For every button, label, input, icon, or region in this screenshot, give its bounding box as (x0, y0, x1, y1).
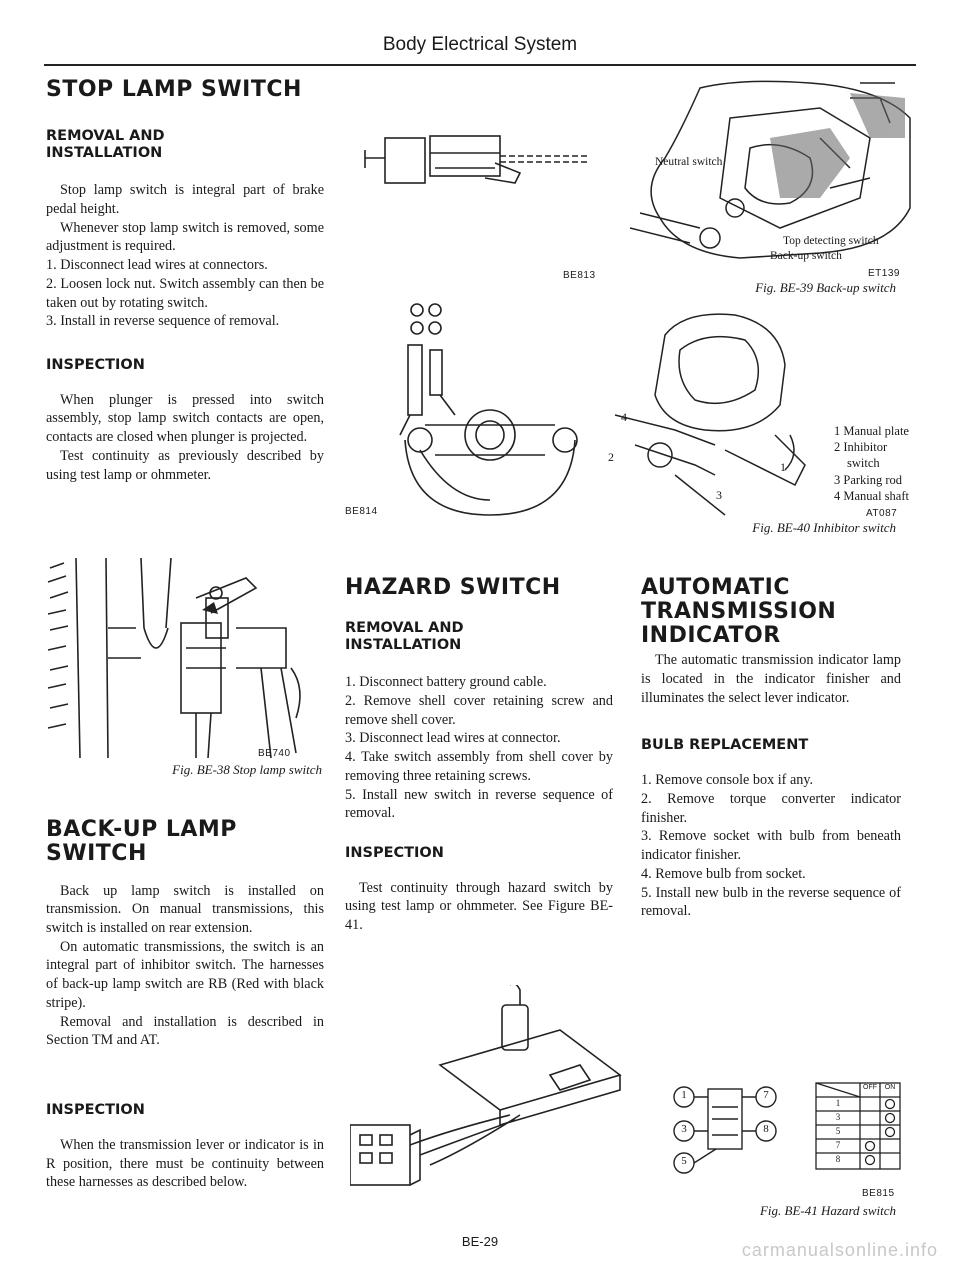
hazard-p1: 1. Disconnect battery ground cable. (345, 674, 547, 691)
fig40-caption: Fig. BE-40 Inhibitor switch (752, 520, 896, 535)
legend-2: 2 Inhibitor (834, 440, 888, 454)
be815-code: BE815 (862, 1188, 895, 1199)
watermark: carmanualsonline.info (741, 1240, 938, 1260)
hazard-switch-figure (350, 985, 650, 1200)
stop-lamp-illustration (46, 558, 322, 758)
inhibitor-num-1: 1 (780, 460, 786, 474)
backup-p4: When the transmission lever or indicator is in R position, there must be continuity between these harnesses as described below. (46, 1136, 324, 1191)
auto-p4: 3. Remove socket with bulb from beneath indicator finisher. (641, 828, 901, 864)
removal-heading-1: REMOVAL AND (46, 127, 165, 144)
automatic-section (641, 576, 901, 921)
hazard-p3: 3. Disconnect lead wires at connector. (345, 730, 561, 747)
pin-diagram (672, 1085, 782, 1175)
stop-inspection-heading: INSPECTION (46, 357, 145, 373)
table-header-off: OFF (863, 1084, 877, 1091)
inhibitor-num-3: 3 (716, 488, 722, 502)
inhibitor-num-2: 2 (608, 450, 614, 464)
legend-2b: switch (847, 456, 880, 470)
hazard-title: HAZARD SWITCH (345, 575, 561, 600)
auto-p1: The automatic transmission indicator lamp is located in the indicator finisher and illuminates the select lever indicator. (641, 652, 901, 706)
hazard-p4: 4. Take switch assembly from shell cover by removing three retaining screws. (345, 749, 613, 784)
pin-5: 5 (681, 1155, 687, 1167)
be813-code: BE813 (563, 270, 596, 281)
backup-section (46, 818, 324, 1192)
top-detecting-label: Top detecting switch (783, 235, 879, 247)
at087-code: AT087 (866, 508, 898, 519)
neutral-switch-label: Neutral switch (655, 156, 723, 168)
table-row-7: 7 (835, 1140, 841, 1150)
stop-fig-code: BE740 (258, 748, 291, 759)
stop-lamp-section (46, 78, 324, 484)
hazard-removal-heading-1: REMOVAL AND (345, 619, 464, 636)
pin-8: 8 (763, 1123, 769, 1135)
stop-p7: Test continuity as previously described by using test lamp or ohmmeter. (46, 447, 324, 483)
fig39-caption: Fig. BE-39 Back-up switch (755, 280, 896, 295)
backup-title-1: BACK-UP LAMP (46, 817, 237, 842)
pin-3: 3 (681, 1123, 687, 1135)
stop-p6: When plunger is pressed into switch assembly, stop lamp switch contacts are open, contacts are closed when plunger is projected. (46, 391, 324, 446)
switch-drawing-top (345, 128, 590, 278)
backup-p1: Back up lamp switch is installed on transmission. On manual transmissions, this switch is installed on rear extension. (46, 882, 324, 936)
switch-top-illustration (345, 128, 590, 278)
auto-title-2: TRANSMISSION (641, 598, 837, 624)
table-row-3: 3 (835, 1112, 841, 1122)
table-row-1: 1 (835, 1098, 841, 1108)
stop-lamp-figure (46, 558, 322, 758)
pin-1: 1 (681, 1089, 687, 1101)
auto-title-1: AUTOMATIC (641, 575, 790, 600)
header-rule (44, 64, 916, 66)
et139-code: ET139 (868, 268, 900, 279)
hazard-removal-heading-2: INSTALLATION (345, 637, 462, 654)
bulb-heading: BULB REPLACEMENT (641, 737, 809, 754)
backup-p2: On automatic transmissions, the switch is an integral part of inhibitor switch. The harnesses of back-up lamp switch are RB (Red with black stripe). (46, 938, 324, 1011)
page-header: Body Electrical System (382, 34, 578, 55)
hazard-p2: 2. Remove shell cover retaining screw and remove shell cover. (345, 692, 613, 728)
removal-heading-2: INSTALLATION (46, 145, 163, 162)
backup-inspection-heading: INSPECTION (46, 1102, 145, 1119)
legend-1: 1 Manual plate (834, 424, 909, 438)
be814-code: BE814 (345, 506, 378, 517)
pin-7: 7 (763, 1089, 769, 1101)
hazard-switch-illustration (350, 985, 650, 1200)
inhibitor-num-4: 4 (621, 410, 627, 424)
auto-title-3: INDICATOR (641, 622, 781, 648)
fig41-caption: Fig. BE-41 Hazard switch (759, 1203, 896, 1218)
table-row-5: 5 (835, 1126, 841, 1136)
auto-p3: 2. Remove torque converter indicator finisher. (641, 790, 901, 826)
auto-p6: 5. Install new bulb in the reverse sequence of removal. (641, 884, 901, 920)
stop-p2: Whenever stop lamp switch is removed, some adjustment is required. (46, 219, 324, 255)
auto-p5: 4. Remove bulb from socket. (641, 865, 806, 882)
hazard-switch-table (815, 1082, 901, 1170)
stop-p1: Stop lamp switch is integral part of brake pedal height. (46, 182, 324, 217)
hazard-p5: 5. Install new switch in reverse sequence of removal. (345, 786, 613, 822)
hazard-p6: Test continuity through hazard switch by using test lamp or ohmmeter. See Figure BE-41. (345, 879, 613, 934)
table-row-8: 8 (835, 1154, 841, 1164)
switch-drawing-bottom (380, 300, 590, 520)
stop-lamp-title: STOP LAMP SWITCH (46, 77, 302, 102)
hazard-inspection-heading: INSPECTION (345, 845, 444, 861)
backup-title-2: SWITCH (46, 840, 147, 866)
auto-p2: 1. Remove console box if any. (641, 772, 814, 789)
backup-switch-label: Back-up switch (770, 250, 842, 262)
legend-4: 4 Manual shaft (834, 489, 909, 503)
switch-bottom-illustration (380, 300, 590, 520)
stop-p4: 2. Loosen lock nut. Switch assembly can then be taken out by rotating switch. (46, 275, 324, 311)
page-number: BE-29 (461, 1234, 499, 1249)
stop-p5: 3. Install in reverse sequence of removal. (46, 313, 280, 330)
stop-fig-caption: Fig. BE-38 Stop lamp switch (172, 762, 322, 777)
backup-p3: Removal and installation is described in Section TM and AT. (46, 1013, 324, 1049)
stop-p3: 1. Disconnect lead wires at connectors. (46, 257, 268, 274)
hazard-section (345, 576, 613, 935)
legend-3: 3 Parking rod (834, 473, 903, 487)
table-header-on: ON (884, 1084, 896, 1091)
